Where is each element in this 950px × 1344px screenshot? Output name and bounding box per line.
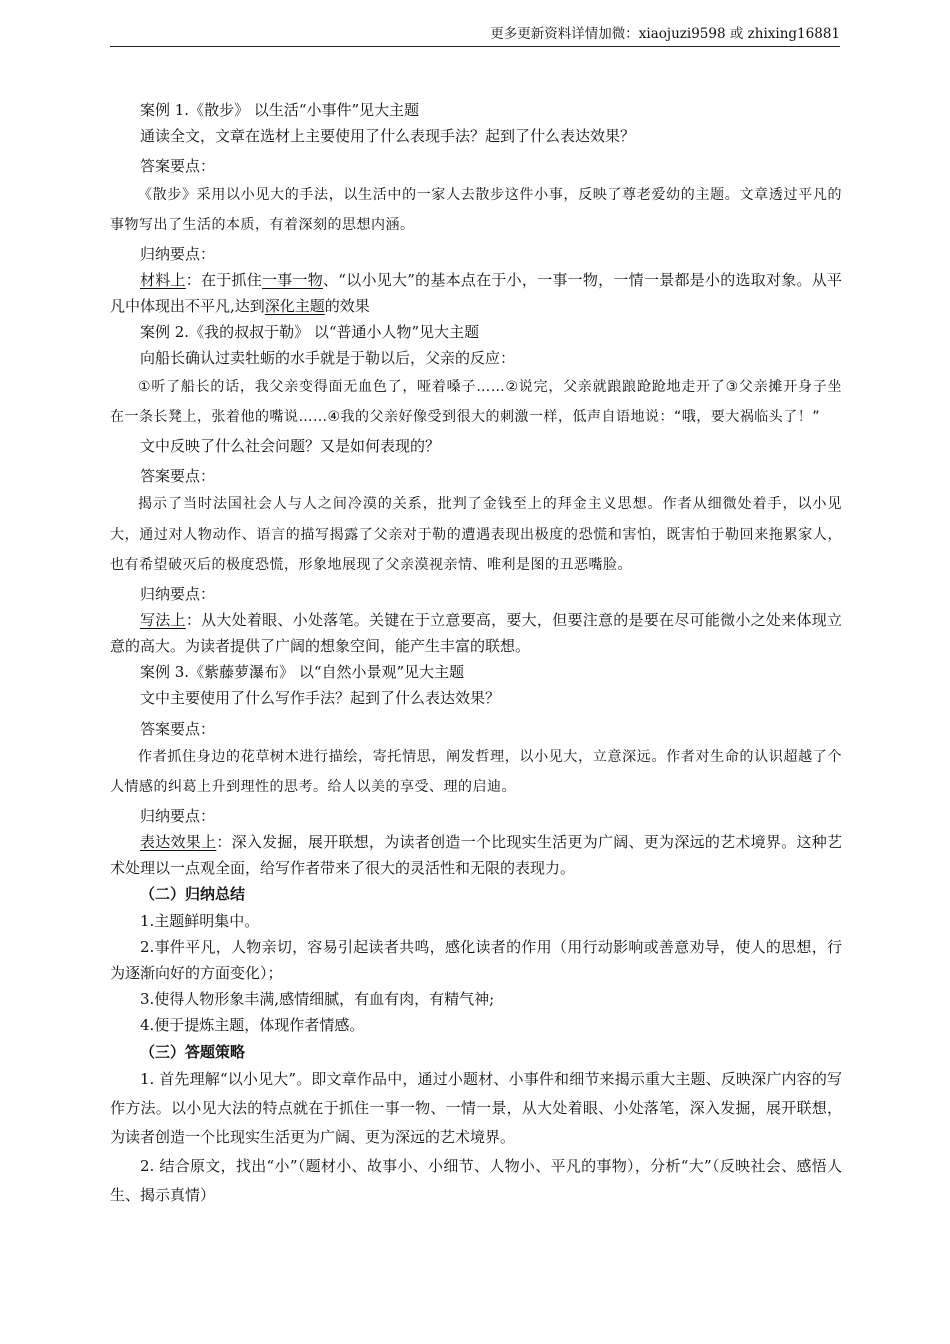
case-2-question: 文中反映了什么社会问题？又是如何表现的？ bbox=[140, 436, 441, 455]
case-2-summary-label: 归纳要点： bbox=[140, 584, 216, 603]
section-3-heading: （三）答题策略 bbox=[140, 1042, 246, 1061]
section-2-item: 3.使得人物形象丰满,感情细腻，有血有肉，有精气神; bbox=[140, 990, 495, 1009]
case-3-summary: 表达效果上：深入发掘，展开联想，为读者创造一个比现实生活更为广阔、更为深远的艺术境界。这种艺术处理以一点观全面，给写作者带来了很大的灵活性和无限的表现力。 bbox=[110, 832, 842, 878]
case-1-summary-key: 材料上 bbox=[140, 270, 186, 289]
section-2-heading: （二）归纳总结 bbox=[140, 885, 246, 904]
page-header bbox=[110, 22, 840, 47]
case-1-summary: 材料上：在于抓住一事一物、“以小见大”的基本点在于小，一事一物，一情一景都是小的选取对象。从平凡中体现出不平凡,达到深化主题的效果 bbox=[110, 270, 842, 316]
case-3-summary-key: 表达效果上 bbox=[140, 832, 217, 851]
document-body bbox=[110, 97, 842, 1210]
case-3-question: 文中主要使用了什么写作手法？起到了什么表达效果？ bbox=[140, 689, 501, 708]
case-1-title: 案例 1.《散步》 以生活“小事件”见大主题 bbox=[140, 101, 420, 119]
section-3-item: 2. 结合原文，找出“小”（题材小、故事小、小细节、人物小、平凡的事物），分析“大”（反映社会、感悟人生、揭示真情） bbox=[110, 1156, 842, 1204]
section-strategy bbox=[110, 1039, 842, 1210]
section-2-item: 2.事件平凡，人物亲切，容易引起读者共鸣，感化读者的作用（用行动影响或善意劝导，使人的思想，行为逐渐向好的方面变化）； bbox=[110, 937, 842, 982]
case-2-answer: 揭示了当时法国社会人与人之间冷漠的关系，批判了金钱至上的拜金主义思想。作者从细微处着手，以小见大，通过对人物动作、语言的描写揭露了父亲对于勒的遭遇表现出极度的恐慌和害怕，既害怕于勒回来拖累家人，也有希望破灭后的极度恐慌，形象地展现了父亲漠视亲情、唯利是图的丑恶嘴脸。 bbox=[110, 496, 842, 574]
case-3-summary-label: 归纳要点： bbox=[140, 806, 216, 825]
case-3-answer-label: 答案要点： bbox=[140, 719, 216, 738]
case-2-quote: ①听了船长的话，我父亲变得面无血色了，哑着嗓子……②说完，父亲就踉踉跄跄地走开了③父亲摊开身子坐在一条长凳上，张着他的嘴说……④我的父亲好像受到很大的刺激一样，低声自语地说：“哦，要大祸临头了！” bbox=[110, 378, 842, 426]
case-1-answer-label: 答案要点： bbox=[140, 157, 216, 176]
section-2-item: 1.主题鲜明集中。 bbox=[140, 911, 260, 930]
section-2-item: 4.便于提炼主题，体现作者情感。 bbox=[140, 1016, 365, 1035]
case-2-intro: 向船长确认过卖牡蛎的水手就是于勒以后，父亲的反应： bbox=[140, 349, 516, 368]
case-2-summary: 写法上：从大处着眼、小处落笔。关键在于立意要高，要大，但要注意的是要在尽可能微小之处来体现立意的高大。为读者提供了广阔的想象空间，能产生丰富的联想。 bbox=[110, 610, 842, 655]
case-1-question: 通读全文，文章在选材上主要使用了什么表现手法？起到了什么表达效果？ bbox=[140, 127, 636, 146]
case-3-answer: 作者抓住身边的花草树木进行描绘，寄托情思，阐发哲理，以小见大，立意深远。作者对生命的认识超越了个人情感的纠葛上升到理性的思考。给人以美的享受、理的启迪。 bbox=[110, 748, 842, 796]
case-1-answer: 《散步》采用以小见大的手法，以生活中的一家人去散步这件小事，反映了尊老爱幼的主题。文章透过平凡的事物写出了生活的本质，有着深刻的思想内涵。 bbox=[110, 186, 842, 234]
case-1-summary-label: 归纳要点： bbox=[140, 244, 216, 263]
section-3-item: 1. 首先理解“以小见大”。即文章作品中，通过小题材、小事件和细节来揭示重大主题、反映深广内容的写作方法。以小见大法的特点就在于抓住一事一物、一情一景，从大处着眼、小处落笔，深入发掘，展开联想，为读者创造一个比现实生活更为广阔、更为深远的艺术境界。 bbox=[110, 1069, 842, 1146]
case-2-answer-label: 答案要点： bbox=[140, 466, 216, 485]
section-summary bbox=[110, 881, 842, 1038]
case-3 bbox=[110, 659, 842, 881]
case-3-title: 案例 3.《紫藤萝瀑布》 以“自然小景观”见大主题 bbox=[140, 663, 465, 682]
case-2-title: 案例 2.《我的叔叔于勒》 以“普通小人物”见大主题 bbox=[140, 323, 480, 342]
case-2-summary-key: 写法上 bbox=[140, 610, 186, 629]
case-2 bbox=[110, 319, 842, 659]
header-contact-text: 更多更新资料详情加微：xiaojuzi9598 或 zhixing16881 bbox=[490, 26, 840, 42]
case-1 bbox=[110, 97, 842, 319]
